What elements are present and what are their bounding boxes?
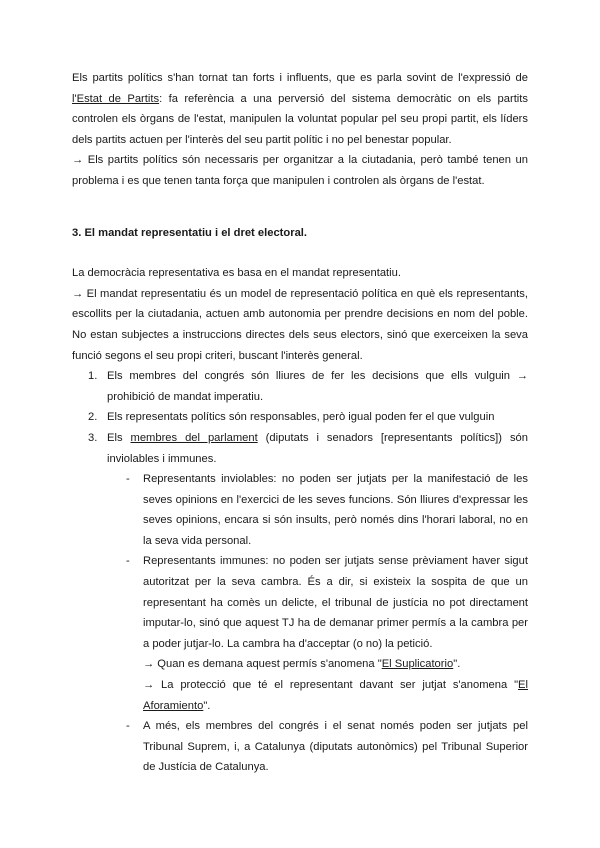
intro-arrow-paragraph: → Els partits polítics són necessaris per organitzar a la ciutadania, però també tenen un problema i es que tenen tanta força que manipulen i controlen als òrgans de l'estat. <box>72 154 528 187</box>
dash-marker: - <box>126 720 130 733</box>
note-text-end: ". <box>203 699 211 712</box>
numbered-list <box>72 366 528 469</box>
dash-item <box>72 716 528 778</box>
dash-item-text: A més, els membres del congrés i el senat només poden ser jutjats pel Tribunal Suprem, i, a Catalunya (diputats autonòmics) pel Tribunal Superior de Justícia de Catalunya. <box>143 720 528 774</box>
note-text: → Quan es demana aquest permís s'anomena " <box>143 658 382 671</box>
suplicatorio-note <box>72 654 528 675</box>
suplicatorio-term: El Suplicatorio <box>381 658 454 671</box>
list-item-text: Els representats polítics són responsables, però igual poden fer el que vulguin <box>107 411 495 424</box>
list-item <box>72 428 528 469</box>
dash-item <box>72 469 528 551</box>
dash-list <box>72 716 528 778</box>
section-arrow-paragraph: → El mandat representatiu és un model de representació política en què els representants, escollits per la ciutadania, actuen amb autonomia per prendre decisions en nom del poble. No estan subjectes a instruccions directes dels seus electors, sinó que exerceixen la seva funció segons el seu propi criteri, buscant l'interès general. <box>72 287 528 362</box>
list-item-text-continued: (diputats i senadors [representants polítics]) són inviolables i immunes. <box>107 431 528 465</box>
dash-item-text: Representants inviolables: no poden ser jutjats per la manifestació de les seves opinions en l'exercici de les seves funcions. Són lliures d'expressar les seves opinions, encara si són insults, però només dins l'horari laboral, no en la seva vida personal. <box>143 473 528 547</box>
section-paragraph: La democràcia representativa es basa en el mandat representatiu. <box>72 267 401 280</box>
aforamiento-term: El Aforamiento <box>143 679 528 712</box>
aforamiento-note <box>72 675 528 716</box>
intro-text: Els partits polítics s'han tornat tan forts i influents, que es parla sovint de l'expressió de <box>72 72 528 84</box>
dash-list <box>72 469 528 654</box>
dash-marker: - <box>126 555 130 568</box>
dash-marker: - <box>126 473 130 486</box>
spacer <box>72 192 528 223</box>
dash-item-text: Representants immunes: no poden ser jutjats sense prèviament haver sigut autoritzat per la seva cambra. És a dir, si existeix la sospita de que un representant ha comès un delicte, el tribunal de justícia no pot directament imputar-lo, sinó que aquest TJ ha de demanar primer permís a la cambra per a poder jutjar-lo. La cambra ha d'acceptar (o no) la petició. <box>143 555 528 650</box>
list-item-text: Els <box>107 431 131 444</box>
note-text: → La protecció que té el representant davant ser jutjat s'anomena " <box>143 679 519 692</box>
intro-text-continued: : fa referència a una perversió del sistema democràtic on els partits controlen els òrgans de l'estat, manipulen la voluntat popular pel seu propi partit, els líders dels partits actuen per l'interès del seu partit polític i no pel benestar popular. <box>72 92 528 146</box>
list-item <box>72 407 528 428</box>
list-item <box>72 366 528 407</box>
membres-parlament-term: membres del parlament <box>130 431 258 444</box>
note-text-end: ". <box>453 658 461 671</box>
list-number: 3. <box>88 431 98 444</box>
list-item-text: Els membres del congrés són lliures de fer les decisions que ells vulguin → prohibició de mandat imperatiu. <box>107 370 528 403</box>
list-number: 1. <box>88 370 98 383</box>
document-page <box>72 68 528 778</box>
dash-item <box>72 551 528 654</box>
intro-paragraph <box>72 68 528 150</box>
section-heading: 3. El mandat representatiu i el dret electoral. <box>72 226 308 239</box>
estat-de-partits-term: l'Estat de Partits <box>72 92 160 105</box>
spacer <box>72 243 528 263</box>
list-number: 2. <box>88 411 98 424</box>
